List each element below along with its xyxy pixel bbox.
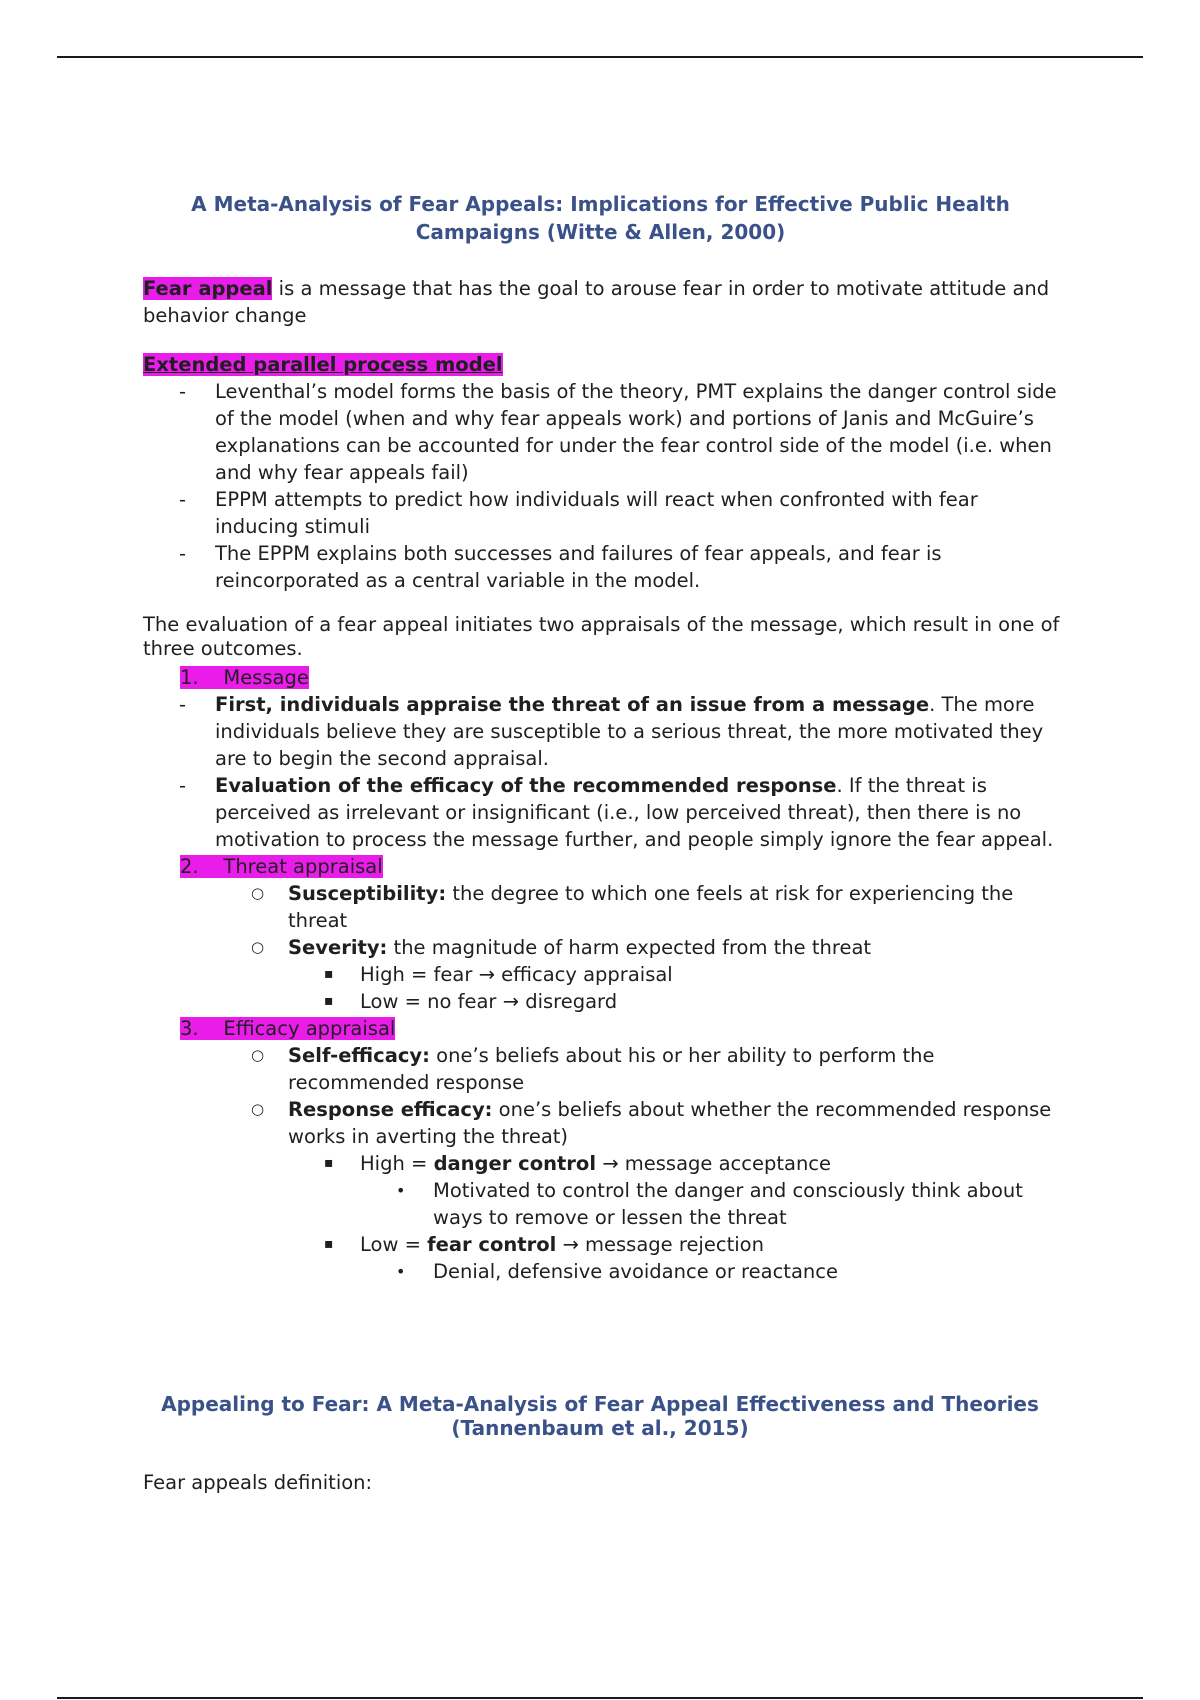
bullet-bold: First, individuals appraise the threat of an issue from a message bbox=[215, 693, 930, 716]
step-efficacy-label bbox=[180, 1017, 395, 1040]
step-label: Message bbox=[223, 666, 309, 689]
term-bold: Self-efficacy: bbox=[288, 1044, 430, 1067]
bullet-text: . If the threat is perceived as irrelevant or insignificant (i.e., low perceived threat), then there is no motivation to process the message further, and people simply ignore the fear appeal. bbox=[215, 774, 1054, 851]
term-text: the degree to which one feels at risk for experiencing the threat bbox=[288, 882, 1014, 932]
step-label: Efficacy appraisal bbox=[223, 1017, 396, 1040]
item-text: Low = no fear → disregard bbox=[360, 990, 618, 1013]
response-efficacy-item bbox=[143, 1096, 1063, 1150]
message-bullet bbox=[143, 691, 1063, 772]
bullet-bold: Evaluation of the efficacy of the recommended response bbox=[215, 774, 837, 797]
step-threat-label bbox=[180, 855, 383, 878]
item-prefix: Low = bbox=[360, 1233, 428, 1256]
item-text: → message acceptance bbox=[596, 1152, 832, 1175]
item-text: → message rejection bbox=[556, 1233, 764, 1256]
eppm-bullet-text: The EPPM explains both successes and failures of fear appeals, and fear is reincorporated as a central variable in the model. bbox=[215, 542, 942, 592]
eppm-bullet-text: Leventhal’s model forms the basis of the theory, PMT explains the danger control side of the model (when and why fear appeals work) and portions of Janis and McGuire’s explanations can be accounted for under the fear control side of the model (i.e. when and why fear appeals fail) bbox=[215, 380, 1057, 484]
low-fear-control-item bbox=[143, 1231, 1063, 1258]
severity-low-item bbox=[143, 988, 1063, 1015]
term-fear-appeal: Fear appeal bbox=[143, 277, 273, 300]
dash-marker: - bbox=[179, 542, 187, 565]
severity-item bbox=[143, 934, 1063, 961]
section-title-tannenbaum: Appealing to Fear: A Meta-Analysis of Fear Appeal Effectiveness and Theories (Tannenbaum et al., 2015) bbox=[161, 1392, 1039, 1440]
term-text: one’s beliefs about his or her ability to perform the recommended response bbox=[288, 1044, 935, 1094]
definition-text: is a message that has the goal to arouse fear in order to motivate attitude and behavior change bbox=[143, 277, 1050, 327]
dot-marker: • bbox=[396, 1262, 406, 1281]
eppm-bullet bbox=[143, 540, 1063, 594]
dash-marker: - bbox=[179, 774, 187, 797]
item-bold: fear control bbox=[427, 1233, 557, 1256]
circle-marker: ○ bbox=[251, 1100, 265, 1118]
step-number: 3. bbox=[180, 1017, 199, 1040]
item-text: Motivated to control the danger and consciously think about ways to remove or lessen the threat bbox=[433, 1179, 1023, 1229]
term-bold: Susceptibility: bbox=[288, 882, 447, 905]
step-message-label bbox=[180, 666, 309, 689]
step-number: 2. bbox=[180, 855, 199, 878]
eppm-section bbox=[143, 351, 1063, 594]
high-sub-item bbox=[143, 1177, 1063, 1231]
circle-marker: ○ bbox=[251, 938, 265, 956]
eppm-bullet bbox=[143, 486, 1063, 540]
step-message bbox=[143, 664, 1063, 691]
evaluation-intro: The evaluation of a fear appeal initiates two appraisals of the message, which result in one of three outcomes. bbox=[143, 613, 1060, 660]
fear-appeals-definition-label: Fear appeals definition: bbox=[143, 1471, 373, 1494]
step-threat-appraisal bbox=[143, 853, 1063, 880]
square-marker: ▪ bbox=[324, 1236, 334, 1252]
eppm-heading: Extended parallel process model bbox=[143, 353, 503, 376]
square-marker: ▪ bbox=[324, 966, 334, 982]
item-text: Denial, defensive avoidance or reactance bbox=[433, 1260, 838, 1283]
square-marker: ▪ bbox=[324, 1155, 334, 1171]
severity-high-item bbox=[143, 961, 1063, 988]
dot-marker: • bbox=[396, 1181, 406, 1200]
fear-appeal-definition bbox=[143, 275, 1063, 329]
square-marker: ▪ bbox=[324, 993, 334, 1009]
dash-marker: - bbox=[179, 380, 187, 403]
high-danger-control-item bbox=[143, 1150, 1063, 1177]
bullet-text: . The more individuals believe they are susceptible to a serious threat, the more motivated they are to begin the second appraisal. bbox=[215, 693, 1044, 770]
eppm-bullet bbox=[143, 378, 1063, 486]
evaluation-section bbox=[143, 613, 1063, 1285]
low-sub-item bbox=[143, 1258, 1063, 1285]
dash-marker: - bbox=[179, 693, 187, 716]
term-text: the magnitude of harm expected from the threat bbox=[387, 936, 872, 959]
step-label: Threat appraisal bbox=[223, 855, 383, 878]
circle-marker: ○ bbox=[251, 884, 265, 902]
term-bold: Severity: bbox=[288, 936, 388, 959]
step-number: 1. bbox=[180, 666, 199, 689]
item-text: High = fear → efficacy appraisal bbox=[360, 963, 673, 986]
message-bullet bbox=[143, 772, 1063, 853]
susceptibility-item bbox=[143, 880, 1063, 934]
item-prefix: High = bbox=[360, 1152, 434, 1175]
term-bold: Response efficacy: bbox=[288, 1098, 493, 1121]
eppm-bullet-text: EPPM attempts to predict how individuals will react when confronted with fear inducing stimuli bbox=[215, 488, 978, 538]
footer-rule bbox=[57, 1697, 1143, 1699]
item-bold: danger control bbox=[433, 1152, 597, 1175]
section-title-witte-allen: A Meta-Analysis of Fear Appeals: Implications for Effective Public Health Campaigns (Witte & Allen, 2000) bbox=[191, 192, 1010, 244]
circle-marker: ○ bbox=[251, 1046, 265, 1064]
term-text: one’s beliefs about whether the recommended response works in averting the threat) bbox=[288, 1098, 1052, 1148]
step-efficacy-appraisal bbox=[143, 1015, 1063, 1042]
header-rule bbox=[57, 56, 1143, 58]
dash-marker: - bbox=[179, 488, 187, 511]
self-efficacy-item bbox=[143, 1042, 1063, 1096]
